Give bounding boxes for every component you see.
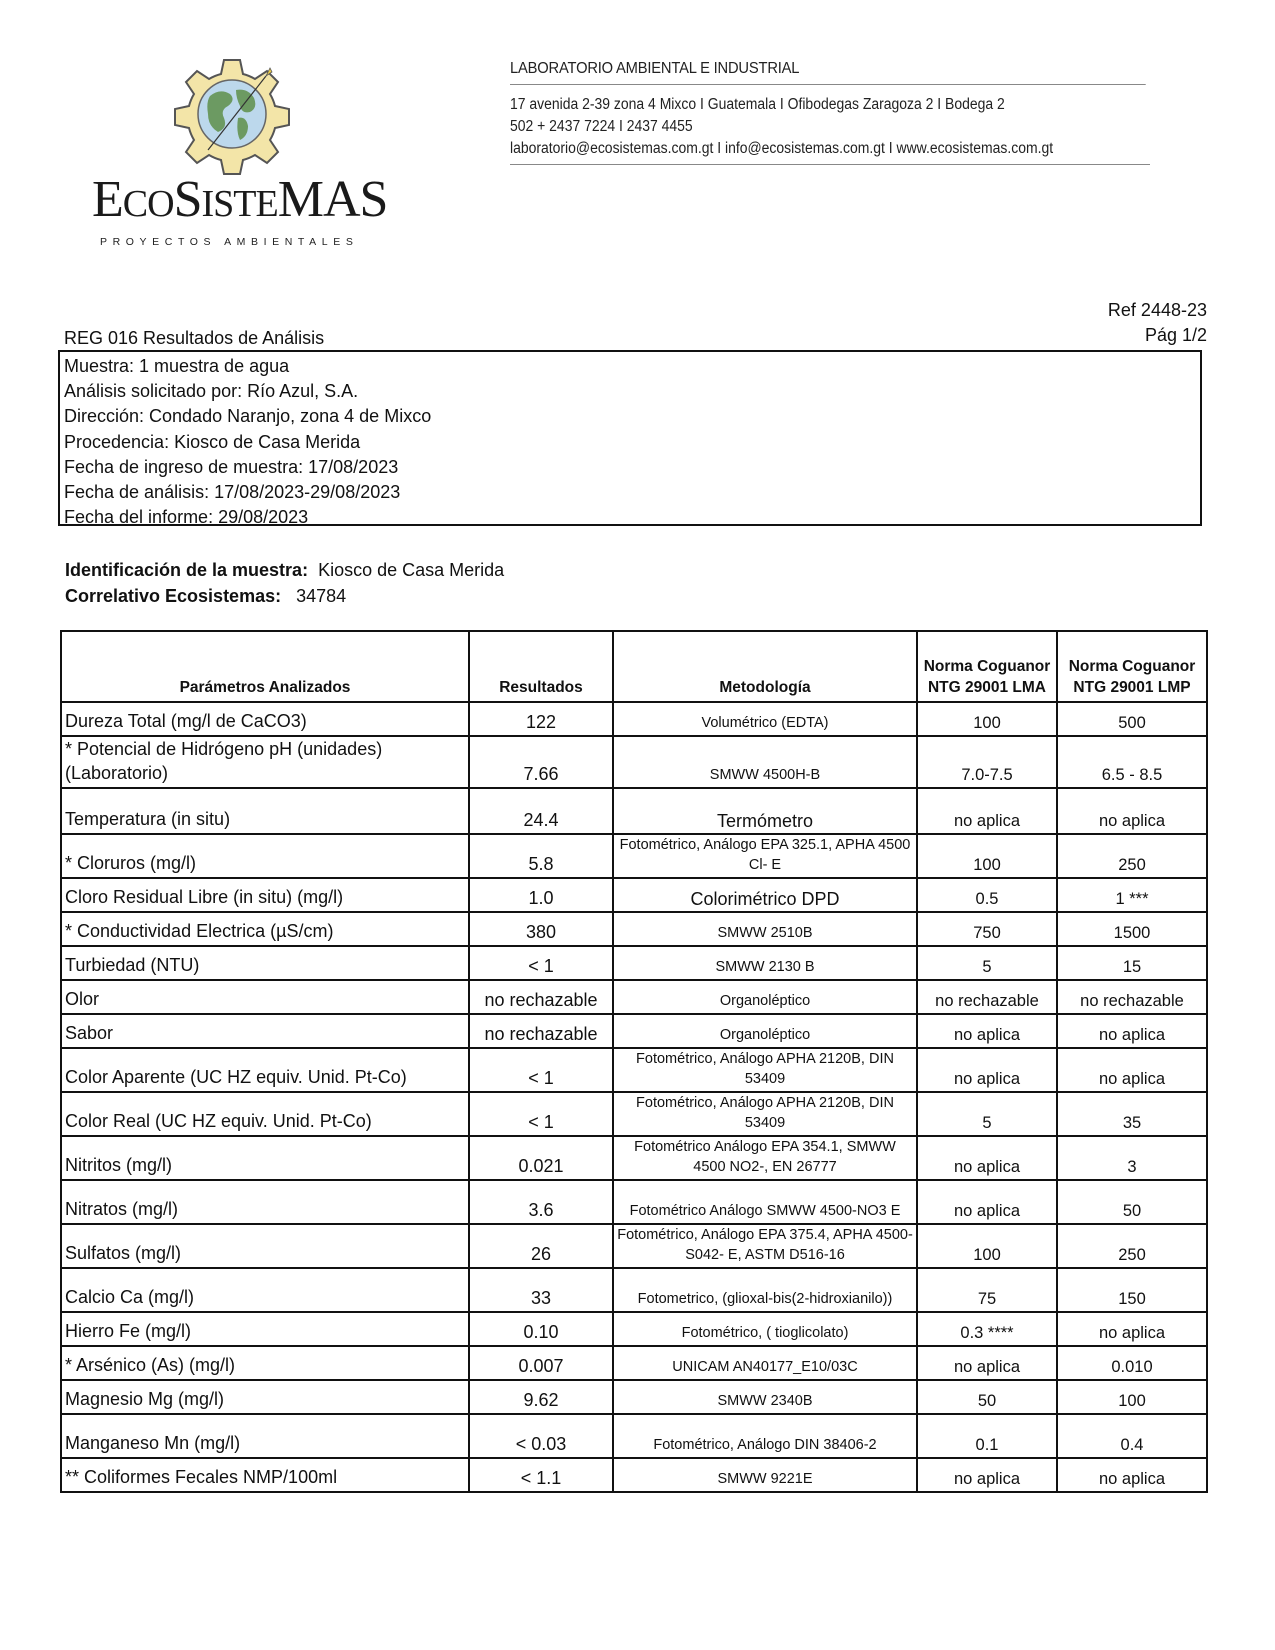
header-method: Metodología xyxy=(613,631,917,702)
method-cell: Termómetro xyxy=(613,788,917,834)
param-cell: Hierro Fe (mg/l) xyxy=(61,1312,469,1346)
lmp-cell: 0.4 xyxy=(1057,1414,1207,1458)
param-cell: * Arsénico (As) (mg/l) xyxy=(61,1346,469,1380)
table-row xyxy=(61,1414,1207,1458)
lmp-cell: 1 *** xyxy=(1057,878,1207,912)
reference-block xyxy=(1108,298,1207,348)
method-cell: Fotométrico Análogo EPA 354.1, SMWW 4500 NO2-, EN 26777 xyxy=(613,1136,917,1180)
lma-cell: 0.3 **** xyxy=(917,1312,1057,1346)
info-direccion: Dirección: Condado Naranjo, zona 4 de Mixco xyxy=(64,406,432,427)
param-cell: Olor xyxy=(61,980,469,1014)
result-cell: 33 xyxy=(469,1268,613,1312)
method-cell: SMWW 2130 B xyxy=(613,946,917,980)
lmp-cell: 100 xyxy=(1057,1380,1207,1414)
table-row xyxy=(61,1180,1207,1224)
result-cell: < 1 xyxy=(469,1092,613,1136)
result-cell: 3.6 xyxy=(469,1180,613,1224)
param-cell: Calcio Ca (mg/l) xyxy=(61,1268,469,1312)
method-cell: Fotométrico, Análogo APHA 2120B, DIN 53409 xyxy=(613,1048,917,1092)
method-cell: Colorimétrico DPD xyxy=(613,878,917,912)
param-cell: ** Coliformes Fecales NMP/100ml xyxy=(61,1458,469,1492)
result-cell: < 1 xyxy=(469,946,613,980)
param-cell: * Potencial de Hidrógeno pH (unidades) (Laboratorio) xyxy=(61,736,469,788)
table-row xyxy=(61,1048,1207,1092)
lmp-cell: 6.5 - 8.5 xyxy=(1057,736,1207,788)
param-cell: Color Aparente (UC HZ equiv. Unid. Pt-Co) xyxy=(61,1048,469,1092)
lmp-cell: no aplica xyxy=(1057,1312,1207,1346)
lmp-cell: 250 xyxy=(1057,834,1207,878)
result-cell: < 1 xyxy=(469,1048,613,1092)
info-fecha-informe: Fecha del informe: 29/08/2023 xyxy=(64,507,309,528)
param-cell: Nitratos (mg/l) xyxy=(61,1180,469,1224)
method-cell: Fotométrico, ( tioglicolato) xyxy=(613,1312,917,1346)
company-logo xyxy=(92,56,388,248)
table-row xyxy=(61,1136,1207,1180)
lmp-cell: 1500 xyxy=(1057,912,1207,946)
info-procedencia: Procedencia: Kiosco de Casa Merida xyxy=(64,431,361,452)
result-cell: no rechazable xyxy=(469,980,613,1014)
lma-cell: no aplica xyxy=(917,1014,1057,1048)
header-result: Resultados xyxy=(469,631,613,702)
lab-phones: 502 + 2437 7224 I 2437 4455 xyxy=(510,118,693,135)
table-row xyxy=(61,834,1207,878)
result-cell: < 1.1 xyxy=(469,1458,613,1492)
logo-wordmark: ECOSISTEMAS xyxy=(92,171,388,228)
logo-tagline: PROYECTOS AMBIENTALES xyxy=(100,236,359,248)
id-label: Identificación de la muestra: xyxy=(65,560,309,580)
table-row xyxy=(61,702,1207,736)
method-cell: Volumétrico (EDTA) xyxy=(613,702,917,736)
result-cell: < 0.03 xyxy=(469,1414,613,1458)
method-cell: Fotométrico, Análogo EPA 375.4, APHA 4500-S042- E, ASTM D516-16 xyxy=(613,1224,917,1268)
lma-cell: no aplica xyxy=(917,1458,1057,1492)
method-cell: SMWW 4500H-B xyxy=(613,736,917,788)
lab-name: LABORATORIO AMBIENTAL E INDUSTRIAL xyxy=(510,60,1146,85)
lma-cell: no aplica xyxy=(917,1180,1057,1224)
info-fecha-ingreso: Fecha de ingreso de muestra: 17/08/2023 xyxy=(64,456,399,477)
param-cell: Cloro Residual Libre (in situ) (mg/l) xyxy=(61,878,469,912)
lma-cell: no rechazable xyxy=(917,980,1057,1014)
method-cell: Organoléptico xyxy=(613,980,917,1014)
lma-cell: no aplica xyxy=(917,1136,1057,1180)
results-table xyxy=(60,630,1208,1493)
param-cell: Nitritos (mg/l) xyxy=(61,1136,469,1180)
table-row xyxy=(61,1380,1207,1414)
result-cell: 0.007 xyxy=(469,1346,613,1380)
lma-cell: 5 xyxy=(917,946,1057,980)
method-cell: Fotométrico, Análogo EPA 325.1, APHA 4500 Cl- E xyxy=(613,834,917,878)
info-fecha-analisis: Fecha de análisis: 17/08/2023-29/08/2023 xyxy=(64,482,401,503)
table-row xyxy=(61,1458,1207,1492)
table-row xyxy=(61,736,1207,788)
param-cell: * Conductividad Electrica (µS/cm) xyxy=(61,912,469,946)
result-cell: 122 xyxy=(469,702,613,736)
info-muestra: Muestra: 1 muestra de agua xyxy=(64,356,290,376)
result-cell: 24.4 xyxy=(469,788,613,834)
lmp-cell: no aplica xyxy=(1057,1014,1207,1048)
table-row xyxy=(61,1224,1207,1268)
table-row xyxy=(61,878,1207,912)
lma-cell: 7.0-7.5 xyxy=(917,736,1057,788)
table-row xyxy=(61,946,1207,980)
param-cell: Color Real (UC HZ equiv. Unid. Pt-Co) xyxy=(61,1092,469,1136)
method-cell: Organoléptico xyxy=(613,1014,917,1048)
param-cell: Sulfatos (mg/l) xyxy=(61,1224,469,1268)
lmp-cell: 15 xyxy=(1057,946,1207,980)
lmp-cell: 50 xyxy=(1057,1180,1207,1224)
lmp-cell: 500 xyxy=(1057,702,1207,736)
method-cell: SMWW 2340B xyxy=(613,1380,917,1414)
lmp-cell: 35 xyxy=(1057,1092,1207,1136)
header-param: Parámetros Analizados xyxy=(61,631,469,702)
table-row xyxy=(61,1268,1207,1312)
lmp-cell: 0.010 xyxy=(1057,1346,1207,1380)
method-cell: Fotométrico Análogo SMWW 4500-NO3 E xyxy=(613,1180,917,1224)
report-title: REG 016 Resultados de Análisis xyxy=(64,328,325,348)
lmp-cell: 3 xyxy=(1057,1136,1207,1180)
param-cell: * Cloruros (mg/l) xyxy=(61,834,469,878)
result-cell: 0.021 xyxy=(469,1136,613,1180)
lma-cell: no aplica xyxy=(917,788,1057,834)
table-row xyxy=(61,912,1207,946)
lma-cell: 5 xyxy=(917,1092,1057,1136)
param-cell: Sabor xyxy=(61,1014,469,1048)
result-cell: 9.62 xyxy=(469,1380,613,1414)
header-lma: Norma Coguanor NTG 29001 LMA xyxy=(917,631,1057,702)
method-cell: Fotometrico, (glioxal-bis(2-hidroxianilo)) xyxy=(613,1268,917,1312)
result-cell: 0.10 xyxy=(469,1312,613,1346)
method-cell: UNICAM AN40177_E10/03C xyxy=(613,1346,917,1380)
corr-value: 34784 xyxy=(296,586,347,606)
info-solicitado: Análisis solicitado por: Río Azul, S.A. xyxy=(64,381,359,402)
lma-cell: no aplica xyxy=(917,1048,1057,1092)
lmp-cell: no aplica xyxy=(1057,788,1207,834)
lma-cell: 50 xyxy=(917,1380,1057,1414)
param-cell: Magnesio Mg (mg/l) xyxy=(61,1380,469,1414)
result-cell: 7.66 xyxy=(469,736,613,788)
result-cell: no rechazable xyxy=(469,1014,613,1048)
method-cell: Fotométrico, Análogo APHA 2120B, DIN 53409 xyxy=(613,1092,917,1136)
id-value: Kiosco de Casa Merida xyxy=(318,560,505,580)
param-cell: Manganeso Mn (mg/l) xyxy=(61,1414,469,1458)
lma-cell: 100 xyxy=(917,834,1057,878)
table-row xyxy=(61,1346,1207,1380)
lmp-cell: no aplica xyxy=(1057,1048,1207,1092)
lma-cell: no aplica xyxy=(917,1346,1057,1380)
lmp-cell: no rechazable xyxy=(1057,980,1207,1014)
result-cell: 26 xyxy=(469,1224,613,1268)
param-cell: Turbiedad (NTU) xyxy=(61,946,469,980)
result-cell: 5.8 xyxy=(469,834,613,878)
param-cell: Dureza Total (mg/l de CaCO3) xyxy=(61,702,469,736)
results-body xyxy=(61,702,1207,1492)
lma-cell: 750 xyxy=(917,912,1057,946)
sample-identification xyxy=(65,557,504,609)
lab-header xyxy=(510,60,1150,165)
lma-cell: 0.5 xyxy=(917,878,1057,912)
sample-info-box xyxy=(58,350,1202,526)
lab-contact: laboratorio@ecosistemas.com.gt I info@ecosistemas.com.gt I www.ecosistemas.com.gt xyxy=(510,140,1054,157)
lma-cell: 75 xyxy=(917,1268,1057,1312)
method-cell: Fotométrico, Análogo DIN 38406-2 xyxy=(613,1414,917,1458)
result-cell: 380 xyxy=(469,912,613,946)
table-row xyxy=(61,1014,1207,1048)
method-cell: SMWW 2510B xyxy=(613,912,917,946)
lma-cell: 0.1 xyxy=(917,1414,1057,1458)
reference-number: Ref 2448-23 xyxy=(1107,300,1207,320)
lmp-cell: no aplica xyxy=(1057,1458,1207,1492)
table-row xyxy=(61,1092,1207,1136)
corr-label: Correlativo Ecosistemas: xyxy=(65,586,282,606)
lmp-cell: 250 xyxy=(1057,1224,1207,1268)
table-row xyxy=(61,788,1207,834)
page-number: Pág 1/2 xyxy=(1144,325,1207,345)
param-cell: Temperatura (in situ) xyxy=(61,788,469,834)
lab-address: 17 avenida 2-39 zona 4 Mixco I Guatemala I Ofibodegas Zaragoza 2 I Bodega 2 xyxy=(510,96,1005,113)
table-header-row xyxy=(61,631,1207,702)
gear-globe-icon xyxy=(162,56,302,176)
lma-cell: 100 xyxy=(917,1224,1057,1268)
lmp-cell: 150 xyxy=(1057,1268,1207,1312)
table-row xyxy=(61,1312,1207,1346)
header-lmp: Norma Coguanor NTG 29001 LMP xyxy=(1057,631,1207,702)
method-cell: SMWW 9221E xyxy=(613,1458,917,1492)
table-row xyxy=(61,980,1207,1014)
result-cell: 1.0 xyxy=(469,878,613,912)
lma-cell: 100 xyxy=(917,702,1057,736)
